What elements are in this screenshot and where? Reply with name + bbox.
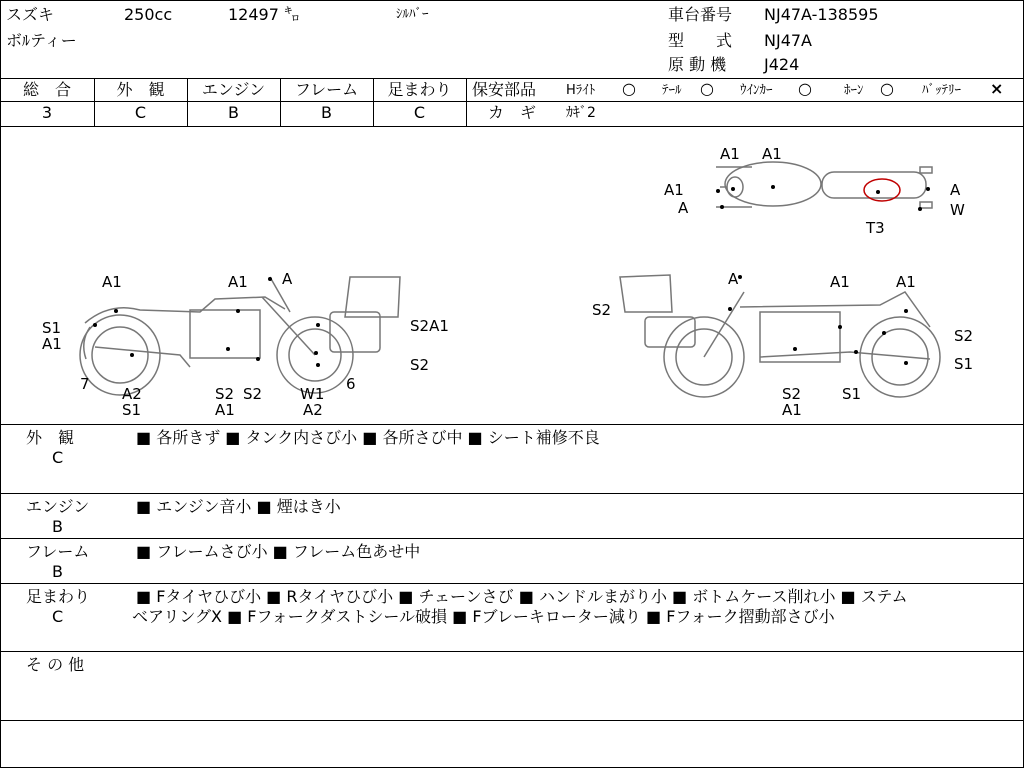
left-side-label: 6 [346, 375, 356, 393]
top-view-bike [716, 162, 932, 208]
section-title: 足まわり [26, 587, 91, 606]
section-grade: C [52, 607, 64, 626]
section-notes: ■ 各所きず ■ タンク内さび小 ■ 各所さび中 ■ シート補修不良 [136, 428, 600, 447]
displacement: 250cc [124, 5, 173, 24]
damage-point-marker [314, 351, 318, 355]
section-notes: ■ フレームさび小 ■ フレーム色あせ中 [136, 542, 421, 561]
frame-grade-value: B [321, 103, 332, 122]
damage-point-marker [904, 309, 908, 313]
section-title: フレーム [26, 542, 90, 561]
left-side-label: 7 [80, 375, 90, 393]
damage-point-marker [926, 187, 930, 191]
damage-point-marker [731, 187, 735, 191]
divider [0, 78, 1024, 79]
left-side-label: A2 [122, 385, 142, 403]
top-view-label: W [950, 201, 965, 219]
top-view-label: A1 [720, 145, 740, 163]
section-title: そ の 他 [26, 655, 85, 674]
damage-point-marker [236, 309, 240, 313]
left-side-label: S2A1 [410, 317, 449, 335]
left-side-label: S1 [42, 319, 62, 337]
left-side-label: A1 [228, 273, 248, 291]
frame-grade-label: フレーム [294, 80, 359, 99]
section-grade: C [52, 448, 64, 467]
section-notes-continued: ベアリングX ■ Fフォークダストシール破損 ■ Fブレーキローター減り ■ Fフォーク摺動部さび小 [132, 607, 835, 626]
section-title: エンジン [26, 497, 90, 516]
left-side-label: A1 [42, 335, 62, 353]
type-value: NJ47A [764, 31, 812, 50]
overall-label: 総 合 [22, 80, 71, 99]
left-side-label: A2 [303, 401, 323, 419]
suspension-grade-value: C [413, 103, 426, 122]
damage-point-marker [720, 205, 724, 209]
diagram-label-layer [42, 145, 973, 419]
section-title: 外 観 [26, 428, 75, 447]
left-side-label: S2 [215, 385, 235, 403]
damage-point-marker [771, 185, 775, 189]
damage-point-marker [904, 361, 908, 365]
left-side-label: S1 [122, 401, 142, 419]
section-grade: B [52, 517, 63, 536]
damage-point-marker [316, 363, 320, 367]
right-side-label: S2 [954, 327, 974, 345]
divider [0, 538, 1024, 539]
right-side-bike [620, 275, 940, 397]
damage-point-marker [728, 307, 732, 311]
suspension-grade-label: 足まわり [387, 80, 452, 99]
exterior-label: 外 観 [116, 80, 165, 99]
color: ｼﾙﾊﾞｰ [396, 7, 429, 22]
engine-grade-label: エンジン [201, 80, 266, 99]
safety-label: 保安部品 [472, 80, 537, 99]
damage-point-marker [793, 347, 797, 351]
divider [0, 493, 1024, 494]
right-side-label: A1 [830, 273, 850, 291]
damage-point-marker [882, 331, 886, 335]
right-side-label: A1 [782, 401, 802, 419]
damage-point-marker [114, 309, 118, 313]
right-side-label: A1 [896, 273, 916, 291]
damage-point-marker [226, 347, 230, 351]
damage-point-marker [130, 353, 134, 357]
damage-point-marker [854, 350, 858, 354]
damage-point-marker [256, 357, 260, 361]
damage-point-marker [316, 323, 320, 327]
safety-item-battery: ﾊﾞｯﾃﾘｰ [922, 83, 961, 98]
safety-mark-horn: ○ [880, 79, 894, 98]
damage-point-marker [93, 323, 97, 327]
top-view-label: A [678, 199, 689, 217]
safety-mark-battery: × [990, 79, 1004, 98]
damage-point-marker [876, 190, 880, 194]
safety-item-horn: ﾎｰﾝ [844, 83, 864, 98]
right-side-label: S1 [954, 355, 974, 373]
safety-item-winker: ｳｲﾝｶｰ [740, 83, 773, 98]
key-label: カ ギ [488, 103, 537, 122]
damage-diagram [0, 127, 1024, 424]
divider [0, 720, 1024, 721]
section-notes: ■ Fタイヤひび小 ■ Rタイヤひび小 ■ チェーンさび ■ ハンドルまがり小 ■ ボトムケース削れ小 ■ ステム [136, 587, 908, 606]
section-notes: ■ エンジン音小 ■ 煙はき小 [136, 497, 341, 516]
top-view-label: A1 [664, 181, 684, 199]
top-view-label: A1 [762, 145, 782, 163]
section-grade: B [52, 562, 63, 581]
left-side-label: A [282, 270, 293, 288]
damage-point-marker [716, 189, 720, 193]
engine-grade-value: B [228, 103, 239, 122]
maker: スズキ [6, 5, 55, 24]
left-side-label: S2 [243, 385, 263, 403]
top-view-label: T3 [866, 219, 885, 237]
divider [0, 424, 1024, 425]
frame-no-value: NJ47A-138595 [764, 5, 879, 24]
frame-no-label: 車台番号 [668, 5, 733, 24]
key-value: ｶｷﾞ2 [566, 105, 596, 121]
overall-value: 3 [41, 103, 53, 122]
divider [0, 651, 1024, 652]
model-name: ボﾙティー [6, 31, 77, 50]
safety-item-tail: ﾃｰﾙ [662, 83, 682, 98]
right-side-label: S1 [842, 385, 862, 403]
type-label: 型 式 [668, 31, 733, 50]
damage-point-marker [738, 275, 742, 279]
safety-mark-tail: ○ [700, 79, 714, 98]
safety-mark-winker: ○ [798, 79, 812, 98]
engine-label: 原 動 機 [668, 55, 727, 74]
engine-value: J424 [764, 55, 800, 74]
safety-item-hlight: Hﾗｲﾄ [566, 83, 596, 98]
right-side-label: S2 [782, 385, 802, 403]
right-side-label: S2 [592, 301, 612, 319]
damage-point-marker [918, 207, 922, 211]
divider [0, 583, 1024, 584]
left-side-label: A1 [215, 401, 235, 419]
exterior-value: C [134, 103, 147, 122]
damage-point-marker [268, 277, 272, 281]
left-side-label: A1 [102, 273, 122, 291]
right-side-label: A [728, 270, 739, 288]
safety-mark-hlight: ○ [622, 79, 636, 98]
top-view-label: A [950, 181, 961, 199]
mileage: 12497 ㌔ [228, 5, 300, 24]
damage-point-marker [838, 325, 842, 329]
left-side-label: S2 [410, 356, 430, 374]
left-side-label: W1 [300, 385, 325, 403]
